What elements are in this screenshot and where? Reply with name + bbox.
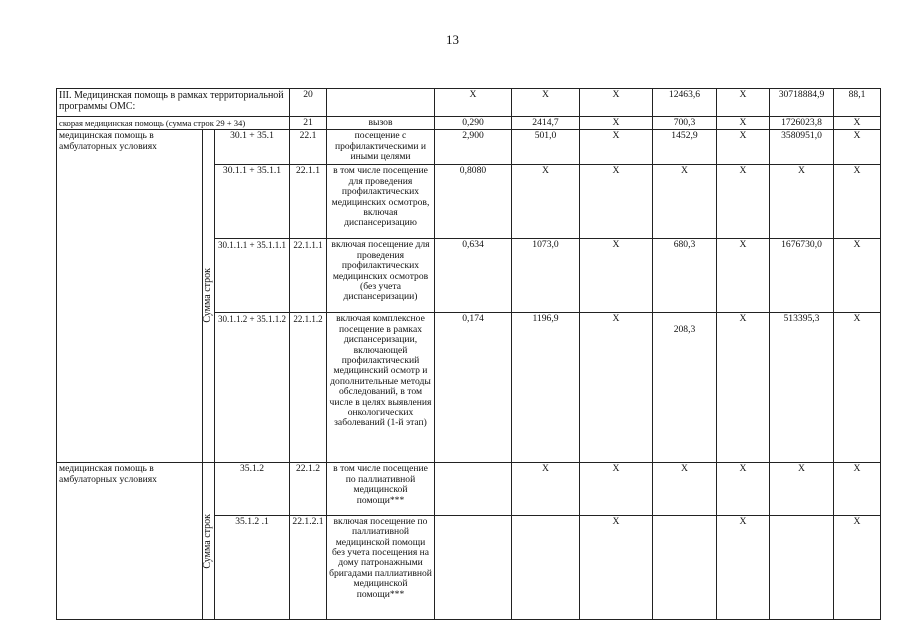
value-cell: X bbox=[580, 313, 653, 463]
value-cell: X bbox=[717, 463, 770, 515]
value-cell: X bbox=[653, 165, 717, 239]
value-cell: X bbox=[834, 463, 881, 515]
value-cell: X bbox=[580, 89, 653, 117]
value-cell: X bbox=[717, 239, 770, 313]
value-cell: X bbox=[717, 515, 770, 620]
row-code: 35.1.2 bbox=[215, 463, 290, 515]
group2-title: медицинская помощь в амбулаторных условиях bbox=[57, 463, 203, 620]
unit-cell: посещение с профилактическими и иными целями bbox=[327, 130, 435, 165]
table-row-section3 bbox=[57, 89, 881, 117]
value-cell: 0,174 bbox=[435, 313, 512, 463]
value-cell: X bbox=[717, 165, 770, 239]
value-cell: X bbox=[834, 165, 881, 239]
value-cell: X bbox=[717, 313, 770, 463]
value-cell: X bbox=[717, 89, 770, 117]
value-cell: 88,1 bbox=[834, 89, 881, 117]
value-cell: 30718884,9 bbox=[770, 89, 834, 117]
value-cell bbox=[435, 515, 512, 620]
sum-label: Сумма строк bbox=[202, 514, 214, 569]
row-code: 30.1 + 35.1 bbox=[215, 130, 290, 165]
value-cell: X bbox=[580, 130, 653, 165]
value-cell: X bbox=[834, 239, 881, 313]
line-number: 22.1.1 bbox=[290, 165, 327, 239]
value-cell: 3580951,0 bbox=[770, 130, 834, 165]
value-cell: X bbox=[770, 165, 834, 239]
value-cell: X bbox=[580, 165, 653, 239]
value-cell: 1073,0 bbox=[512, 239, 580, 313]
value-cell: X bbox=[580, 515, 653, 620]
value-cell bbox=[512, 515, 580, 620]
value-cell bbox=[770, 515, 834, 620]
line-number: 22.1.2 bbox=[290, 463, 327, 515]
value-cell: X bbox=[834, 117, 881, 130]
value-cell: 501,0 bbox=[512, 130, 580, 165]
omc-table bbox=[56, 88, 881, 620]
value-cell: 1452,9 bbox=[653, 130, 717, 165]
unit-cell: включая посещение по паллиативной медицинской помощи без учета посещения на дому патронажными бригадами паллиативной медицинской помощи*** bbox=[327, 515, 435, 620]
value-cell: 0,290 bbox=[435, 117, 512, 130]
value-cell: X bbox=[834, 313, 881, 463]
table-row bbox=[57, 130, 881, 165]
unit-cell: в том числе посещение для проведения профилактических медицинских осмотров, включая диспансеризацию bbox=[327, 165, 435, 239]
row-code: 30.1.1.2 + 35.1.1.2 bbox=[215, 313, 290, 463]
group1-title: медицинская помощь в амбулаторных условиях bbox=[57, 130, 203, 463]
value-cell: X bbox=[834, 515, 881, 620]
line-number: 22.1.1.2 bbox=[290, 313, 327, 463]
line-number: 22.1.1.1 bbox=[290, 239, 327, 313]
value-cell: X bbox=[717, 117, 770, 130]
value-cell: 513395,3 bbox=[770, 313, 834, 463]
section3-title: III. Медицинская помощь в рамках территориальной программы ОМС: bbox=[57, 89, 290, 117]
value-cell: 1726023,8 bbox=[770, 117, 834, 130]
value-cell: X bbox=[834, 130, 881, 165]
ambulance-title: скорая медицинская помощь (сумма строк 29 + 34) bbox=[57, 117, 290, 130]
row-code: 30.1.1.1 + 35.1.1.1 bbox=[215, 239, 290, 313]
sum-label: Сумма строк bbox=[202, 268, 214, 323]
value-cell: 0,634 bbox=[435, 239, 512, 313]
unit-cell: включая посещение для проведения профилактических медицинских осмотров (без учета диспансеризации) bbox=[327, 239, 435, 313]
value-cell: 2414,7 bbox=[512, 117, 580, 130]
value-cell: X bbox=[512, 89, 580, 117]
unit-cell: вызов bbox=[327, 117, 435, 130]
value-cell: X bbox=[770, 463, 834, 515]
value-cell: 0,8080 bbox=[435, 165, 512, 239]
value-cell bbox=[435, 463, 512, 515]
value-cell: 1676730,0 bbox=[770, 239, 834, 313]
value-cell: 1196,9 bbox=[512, 313, 580, 463]
value-cell: X bbox=[717, 130, 770, 165]
value-cell: X bbox=[435, 89, 512, 117]
value-cell: X bbox=[653, 463, 717, 515]
value-cell: X bbox=[512, 165, 580, 239]
value-cell: X bbox=[580, 117, 653, 130]
table-row-ambulance bbox=[57, 117, 881, 130]
line-number: 21 bbox=[290, 117, 327, 130]
unit-cell bbox=[327, 89, 435, 117]
row-code: 30.1.1 + 35.1.1 bbox=[215, 165, 290, 239]
value-cell: X bbox=[580, 239, 653, 313]
value-cell: X bbox=[512, 463, 580, 515]
value-cell: 12463,6 bbox=[653, 89, 717, 117]
row-code: 35.1.2 .1 bbox=[215, 515, 290, 620]
value-cell: 680,3 bbox=[653, 239, 717, 313]
value-cell: 208,3 bbox=[653, 313, 717, 463]
value-cell bbox=[653, 515, 717, 620]
page-number: 13 bbox=[446, 32, 459, 47]
unit-cell: включая комплексное посещение в рамках диспансеризации, включающей профилактический медицинский осмотр и дополнительные методы обследований, в том числе в целях выявления онкологических заболеваний (1-й этап) bbox=[327, 313, 435, 463]
line-number: 20 bbox=[290, 89, 327, 117]
line-number: 22.1 bbox=[290, 130, 327, 165]
line-number: 22.1.2.1 bbox=[290, 515, 327, 620]
value-cell: 2,900 bbox=[435, 130, 512, 165]
unit-cell: в том числе посещение по паллиативной медицинской помощи*** bbox=[327, 463, 435, 515]
value-cell: X bbox=[580, 463, 653, 515]
value-cell: 700,3 bbox=[653, 117, 717, 130]
table-row bbox=[57, 463, 881, 515]
